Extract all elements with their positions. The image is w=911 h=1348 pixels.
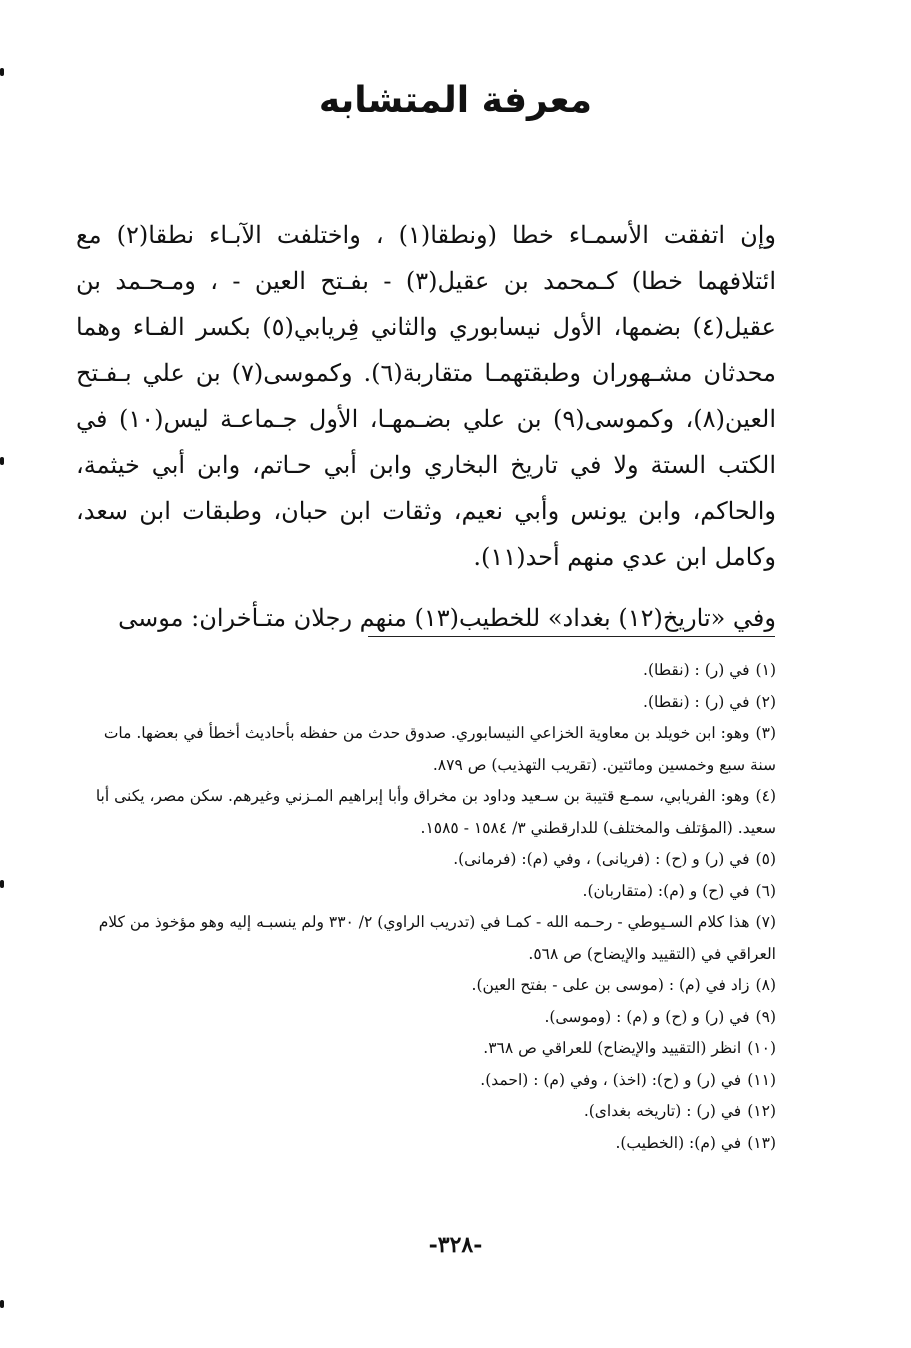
footnote bbox=[76, 876, 776, 908]
footnote-divider bbox=[368, 636, 775, 637]
margin-mark bbox=[0, 457, 4, 465]
footnote-text: زاد في (م) : (موسى بن على - بفتح العين). bbox=[471, 976, 750, 994]
footnote-text: في (ر) : (تاريخه بغداى). bbox=[583, 1102, 742, 1120]
footnote-text: في (م): (الخطيب). bbox=[615, 1133, 742, 1152]
footnote bbox=[76, 907, 776, 970]
footnote-text: في (ر) و (ح) و (م) : (وموسى). bbox=[544, 1007, 750, 1026]
footnote-text: في (ر) : (نقطا). bbox=[643, 661, 750, 679]
footnote-text: في (ح) و (م): (متقاربان). bbox=[582, 881, 750, 900]
footnote bbox=[76, 781, 776, 844]
footnote bbox=[76, 1065, 776, 1097]
footnote-number: (١٣) bbox=[747, 1133, 776, 1152]
continued-line: وفي «تاريخ(١٢) بغداد» للخطيب(١٣) منهم رجلان متـأخران: موسى bbox=[118, 604, 776, 632]
footnote-number: (٣) bbox=[755, 724, 776, 742]
footnote-text: في (ر) : (نقطا). bbox=[643, 692, 750, 711]
footnote-number: (٢) bbox=[755, 692, 776, 711]
footnote bbox=[76, 687, 776, 719]
footnote bbox=[76, 718, 776, 781]
footnote-number: (٦) bbox=[755, 881, 776, 900]
footnote bbox=[76, 844, 776, 876]
footnote bbox=[76, 970, 776, 1002]
footnote bbox=[76, 1128, 776, 1160]
footnote-number: (٩) bbox=[755, 1007, 776, 1026]
footnote-number: (١) bbox=[755, 661, 776, 679]
footnote-number: (١٢) bbox=[747, 1102, 776, 1120]
footnote-number: (٧) bbox=[755, 913, 776, 931]
margin-mark bbox=[0, 880, 4, 888]
footnote bbox=[76, 1096, 776, 1128]
footnote-text: وهو: الفريابي، سمـع قتيبة بن سـعيد وداود بن مخراق وأبا إبراهيم المـزني وغيرهم. سكن مصر، يكنى أبا سعيد. (المؤتلف والمختلف) للدارقطني ٣/ ١٥٨٤ - ١٥٨٥. bbox=[95, 787, 776, 837]
footnote-number: (٥) bbox=[755, 850, 776, 868]
main-paragraph bbox=[76, 212, 776, 580]
footnote bbox=[76, 655, 776, 687]
footnote-text: انظر (التقييد والإيضاح) للعراقي ص ٣٦٨. bbox=[483, 1039, 742, 1057]
footnote-text: هذا كلام السـيوطي - رحـمه الله - كمـا في (تدريب الراوي) ٢/ ٣٣٠ ولم ينسبـه إليه وهو مؤخوذ من كلام العراقي في (التقييد والإيضاح) ص ٥٦٨. bbox=[98, 913, 776, 963]
footnotes bbox=[76, 655, 776, 1159]
footnote-text: في (ر) و (ح): (اخذ) ، وفي (م) : (احمد). bbox=[480, 1070, 742, 1089]
footnote-number: (١١) bbox=[747, 1070, 776, 1089]
margin-mark bbox=[0, 68, 4, 76]
footnote-number: (٨) bbox=[755, 976, 776, 994]
paragraph-text: وإن اتفقت الأسمـاء خطا (ونطقا(١) ، واختلفت الآبـاء نطقا(٢) مع ائتلافهما خطا) كـمحمد بن عقيل(٣) - بفـتح العين - ، ومـحـمد بن عقيل(٤) بضمها، الأول نيسابوري والثاني فِريابي(٥) بكسر الفـاء وهما محدثان مشـهوران وطبقتهمـا متقاربة(٦). وكموسى(٧) بن علي بـفـتح العين(٨)، وكموسى(٩) بن علي بضـمهـا، الأول جـماعـة ليس(١٠) في الكتب الستة ولا في تاريخ البخاري وابن أبي حـاتم، وابن أبي خيثمة، والحاكم، وابن يونس وأبي نعيم، وثقات ابن حبان، وطبقات ابن سعد، وكامل ابن عدي منهم أحد(١١). bbox=[76, 221, 777, 571]
page-number: -٣٢٨- bbox=[428, 1232, 483, 1258]
footnote-text: في (ر) و (ح) : (فريانى) ، وفي (م): (فرمانى). bbox=[453, 850, 750, 868]
footnote bbox=[76, 1002, 776, 1034]
footnote bbox=[76, 1033, 776, 1065]
footnote-text: وهو: ابن خويلد بن معاوية الخزاعي النيسابوري. صدوق حدث من حفظه بأحاديث أخطأ في بعضها. مات سنة سبع وخمسين ومائتين. (تقريب التهذيب) ص ٨٧٩. bbox=[103, 724, 776, 774]
chapter-title: معرفة المتشابه bbox=[318, 80, 593, 121]
margin-mark bbox=[0, 1300, 4, 1308]
footnote-number: (٤) bbox=[755, 787, 776, 805]
footnote-number: (١٠) bbox=[747, 1039, 776, 1057]
